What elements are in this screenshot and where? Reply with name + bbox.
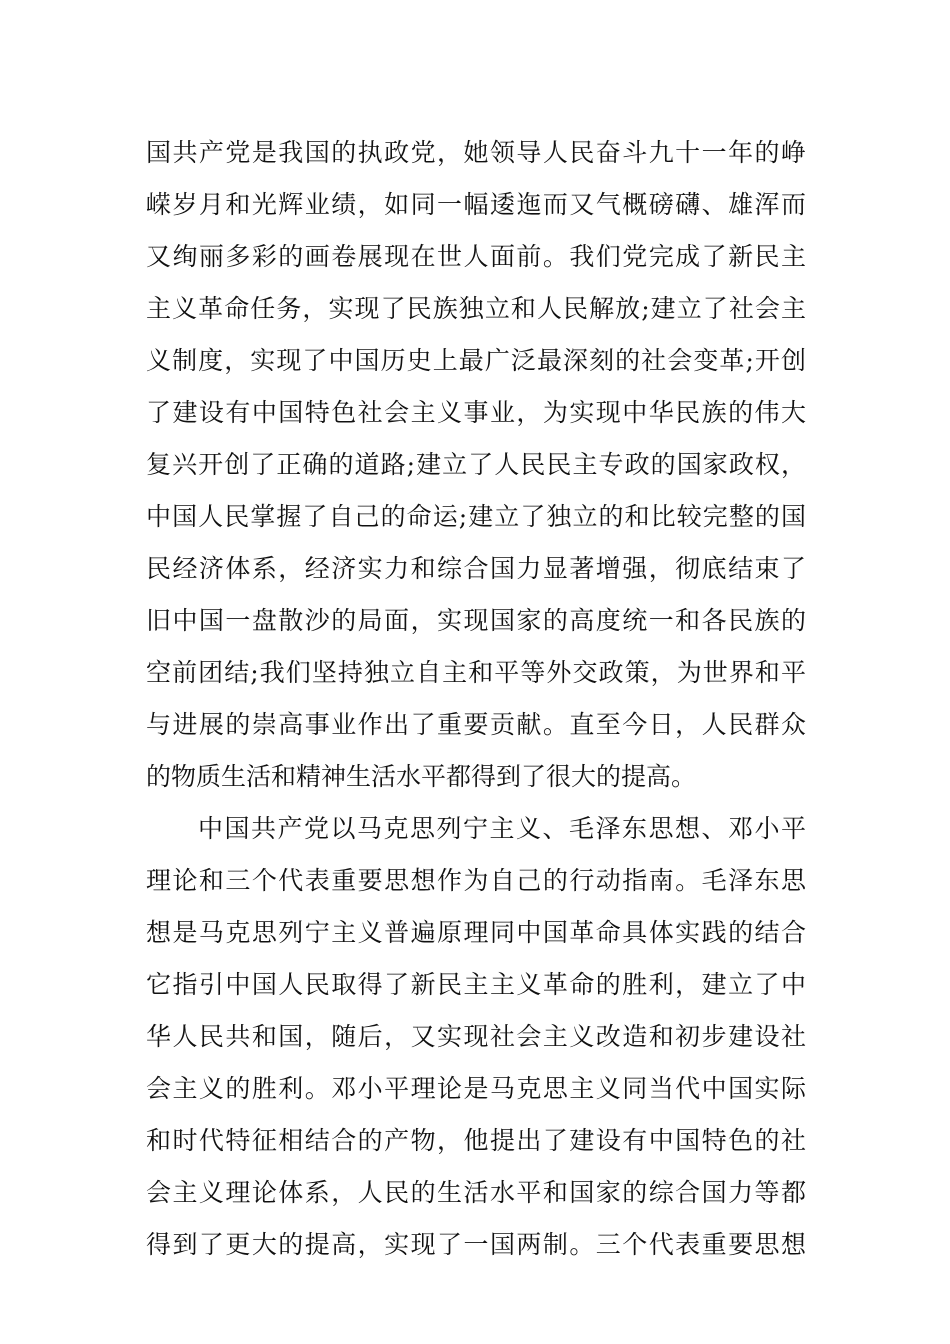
paragraph-1-line-7: 复兴开创了正确的道路;建立了人民民主专政的国家政权， xyxy=(146,450,806,479)
paragraph-2-line-3: 想是马克思列宁主义普遍原理同中国革命具体实践的结合 xyxy=(146,918,806,947)
paragraph-2-line-1: 中国共产党以马克思列宁主义、毛泽东思想、邓小平 xyxy=(198,814,806,843)
paragraph-1-line-3: 又绚丽多彩的画卷展现在世人面前。我们党完成了新民主 xyxy=(146,242,806,271)
paragraph-1-line-1: 国共产党是我国的执政党，她领导人民奋斗九十一年的峥 xyxy=(146,138,806,167)
paragraph-2-line-7: 和时代特征相结合的产物，他提出了建设有中国特色的社 xyxy=(146,1126,806,1155)
paragraph-1-line-4: 主义革命任务，实现了民族独立和人民解放;建立了社会主 xyxy=(146,294,806,323)
paragraph-2-line-4: 它指引中国人民取得了新民主主义革命的胜利，建立了中 xyxy=(146,970,806,999)
paragraph-1-line-13: 的物质生活和精神生活水平都得到了很大的提高。 xyxy=(146,762,697,791)
paragraph-1-line-8: 中国人民掌握了自己的命运;建立了独立的和比较完整的国 xyxy=(146,502,806,531)
paragraph-1-line-2: 嵘岁月和光辉业绩，如同一幅逶迤而又气概磅礴、雄浑而 xyxy=(146,190,806,219)
paragraph-2-line-8: 会主义理论体系，人民的生活水平和国家的综合国力等都 xyxy=(146,1178,806,1207)
paragraph-1-line-5: 义制度，实现了中国历史上最广泛最深刻的社会变革;开创 xyxy=(146,346,806,375)
paragraph-1-line-6: 了建设有中国特色社会主义事业，为实现中华民族的伟大 xyxy=(146,398,806,427)
paragraph-2-line-2: 理论和三个代表重要思想作为自己的行动指南。毛泽东思 xyxy=(146,866,806,895)
paragraph-1-line-11: 空前团结;我们坚持独立自主和平等外交政策，为世界和平 xyxy=(146,658,806,687)
paragraph-1-line-9: 民经济体系，经济实力和综合国力显著增强，彻底结束了 xyxy=(146,554,806,583)
paragraph-2-line-6: 会主义的胜利。邓小平理论是马克思主义同当代中国实际 xyxy=(146,1074,806,1103)
paragraph-2-line-5: 华人民共和国，随后，又实现社会主义改造和初步建设社 xyxy=(146,1022,806,1051)
paragraph-2-line-9: 得到了更大的提高，实现了一国两制。三个代表重要思想 xyxy=(146,1230,806,1259)
paragraph-1-line-12: 与进展的崇高事业作出了重要贡献。直至今日，人民群众 xyxy=(146,710,806,739)
paragraph-1-line-10: 旧中国一盘散沙的局面，实现国家的高度统一和各民族的 xyxy=(146,606,806,635)
